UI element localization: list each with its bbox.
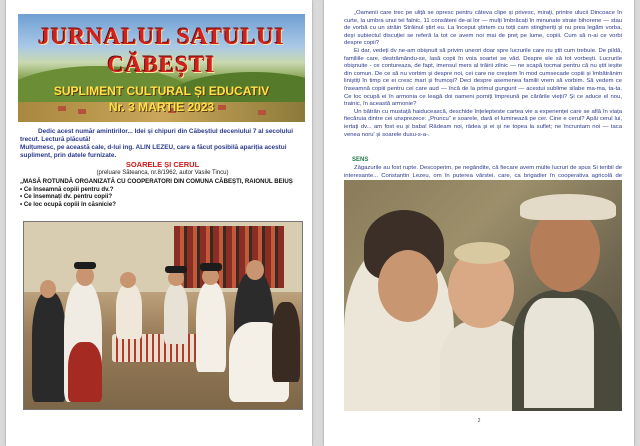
intro-line-dedication: Dedic acest număr amintirilor... Idei și chipuri din Căbeștiul deceniului 7 al secolului trecut. Lectură plăcută!: [20, 128, 293, 143]
page-left: [6, 0, 312, 446]
intro-text: [20, 128, 305, 160]
article-paragraph: Ei dar, vedeți dv ne-am obișnuit să privim uneori doar spre lucrurile care nu știt cum trebuie. De pildă, familiile care, destrămându-se, lasă copii în voia soartei se văd. Despre ele să tot vorbești. Lucrurile obișnuite - ce contureaza, de fapt, imensul mers al trăirii zilnic — ne scapă tocmai pentru că nu știt ieșite din comun. De ce să nu vorbim și despre noi, cei care ne creștem în mod cumsecade copiii și îmbătrânim liniștiți în timp ce ei cresc mari și frumoși? Deci despre asemenea familii vrem să vorbim. Să vedem ce înseamnă copiii pentru cei care aud — încă de la primul gungurit — acestui sublime silabe ma-ma, ta-ta. Ce loc ocupă ei în armonia ce leagă doi oameni porniți împreună pe cărările vieții? Și ce aduce el nou, trainic, în această armonie?: [344, 47, 622, 108]
round-table-block: [20, 178, 305, 208]
article-body: [344, 10, 622, 139]
masthead-title-line1: JURNALUL SATULUI: [38, 24, 285, 49]
family-photo: [344, 180, 622, 411]
masthead-subtitle: SUPLIMENT CULTURAL ȘI EDUCATIV: [53, 84, 270, 98]
sens-heading: SENS: [352, 157, 369, 163]
group-photo-villagers: [23, 221, 303, 410]
article-paragraph: „Oamenii care trec pe uliță se opresc pentru câteva clipe și privesc, mirați, printre ulucii Dincoace în curte, la umbra unui tei falnic, 11 consăteni de-ai lor — mulți îmbrăcați în minunate straie bihorene — stau de vorbă cu un străin Străinul știrt eu. La început știrtem cu toții cam stingheriți și nu prea legăm vorba, deși subiectul discuției se referă la tot ce avem noi mai de preț pe lume, copiii. Cum să n-ai ce vorbi despre copii?: [344, 10, 622, 47]
intro-line-thanks: Mulțumesc, pe această cale, d-lui ing. ALIN LEZEU, care a făcut posibilă apariția acestui supliment, prin datele furnizate.: [20, 144, 287, 159]
question-item: • Ce însemnați dv. pentru copii?: [20, 193, 305, 201]
question-list: [20, 186, 305, 209]
section-source: (preluare Săteanca, nr.8/1962, autor Vasile Tincu): [96, 170, 229, 176]
question-item: • Ce loc ocupă copiii în căsnicie?: [20, 201, 305, 209]
section-title: SOARELE ȘI CERUL: [125, 160, 200, 169]
question-item: • Ce înseamnă copiii pentru dv.?: [20, 186, 305, 194]
page-right: [324, 0, 634, 446]
masthead-title-line2: CĂBEȘTI: [107, 52, 216, 77]
page-number: 2: [477, 418, 481, 424]
round-table-heading: „MASĂ ROTUNDĂ ORGANIZATĂ CU COOPERATORI DIN COMUNA CĂBEȘTI, RAIONUL BEIUȘ: [20, 178, 293, 185]
masthead-banner: [18, 14, 305, 122]
article-paragraph: Zâgazurile au fost rupte. Descoperim, pe negândite, că fiecare avem multe lucruri de spus Si teribil de interesante... Constantin Lezeu, om în puterea vârstei. care, ca brigadier în cooperativa agricolă de: [344, 165, 622, 179]
issue-number: Nr. 3 MARTIE 2023: [108, 100, 215, 114]
article-paragraph: Un bătrân cu mustață haiducească, deschide înțelepteste cartea vie a experienței care se află în viața fiecăruia dintre cei unsprezece: „Pruncu” e soarele, dară el luminează pe cer. Cine e cerul? Apăi cerul lui, iertați dv... am fost eu și baba! Râdeam noi, râdea și ei și ne topea la suflet; ne încruntam noi — taca venea noru' și soarele dusu-s-a-.: [344, 108, 622, 138]
